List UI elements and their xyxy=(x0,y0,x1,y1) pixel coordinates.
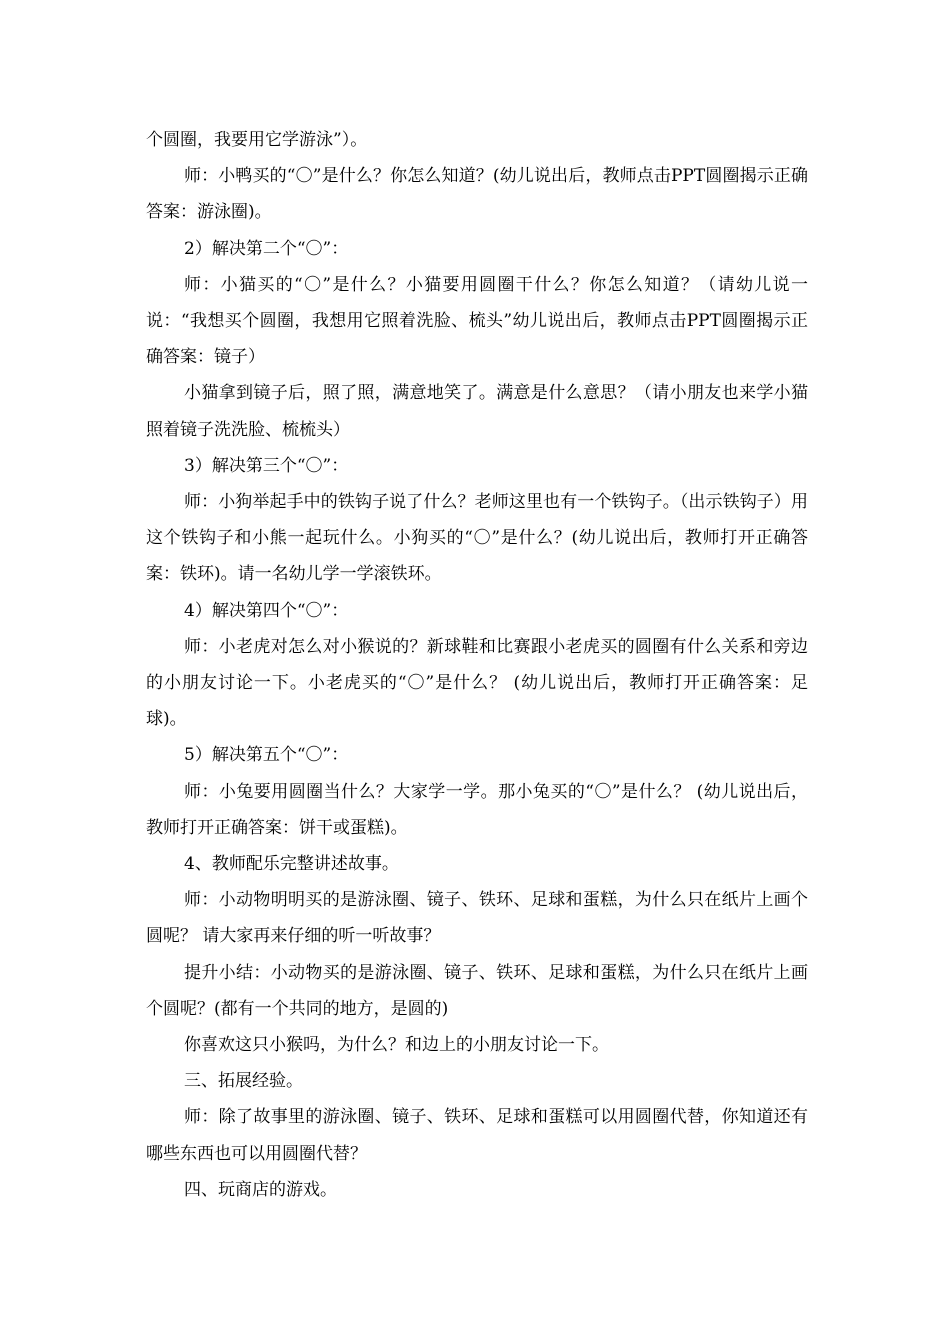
paragraph: 师：小动物明明买的是游泳圈、镜子、铁环、足球和蛋糕，为什么只在纸片上画个圆呢？ 请大家再来仔细的听一听故事？ xyxy=(146,890,808,947)
paragraph: 个圆圈，我要用它学游泳”）。 xyxy=(146,130,368,150)
paragraph: 你喜欢这只小猴吗，为什么？和边上的小朋友讨论一下。 xyxy=(184,1035,609,1056)
document-body xyxy=(146,122,808,1208)
paragraph: 4、教师配乐完整讲述故事。 xyxy=(184,854,399,875)
paragraph: 师：除了故事里的游泳圈、镜子、铁环、足球和蛋糕可以用圆圈代替，你知道还有哪些东西也可以用圆圈代替？ xyxy=(146,1107,808,1164)
paragraph: 师：小兔要用圆圈当什么？大家学一学。那小兔买的“〇”是什么？ (幼儿说出后，教师打开正确答案：饼干或蛋糕)。 xyxy=(146,781,808,838)
paragraph: 5）解决第五个“〇”： xyxy=(184,745,349,766)
paragraph: 师：小猫买的“〇”是什么？小猫要用圆圈干什么？你怎么知道？（请幼儿说一说：“我想买个圆圈，我想用它照着洗脸、梳头”幼儿说出后，教师点击PPT圆圈揭示正确答案：镜子） xyxy=(146,274,808,368)
paragraph: 师：小狗举起手中的铁钩子说了什么？老师这里也有一个铁钩子。（出示铁钩子）用这个铁钩子和小熊一起玩什么。小狗买的“〇”是什么？(幼儿说出后，教师打开正确答案：铁环)。请一名幼儿学一学滚铁环。 xyxy=(146,492,808,585)
paragraph: 2）解决第二个“〇”： xyxy=(184,238,349,259)
paragraph: 四、玩商店的游戏。 xyxy=(184,1179,337,1200)
paragraph: 师：小老虎对怎么对小猴说的？新球鞋和比赛跟小老虎买的圆圈有什么关系和旁边的小朋友讨论一下。小老虎买的“〇”是什么？ (幼儿说出后，教师打开正确答案：足球)。 xyxy=(146,636,808,730)
paragraph: 小猫拿到镜子后，照了照，满意地笑了。满意是什么意思？（请小朋友也来学小猫照着镜子洗洗脸、梳梳头） xyxy=(146,383,808,440)
paragraph: 师：小鸭买的“〇”是什么？你怎么知道？(幼儿说出后，教师点击PPT圆圈揭示正确答案：游泳圈)。 xyxy=(146,166,808,223)
paragraph: 4）解决第四个“〇”： xyxy=(184,600,349,621)
paragraph: 3）解决第三个“〇”： xyxy=(184,455,349,476)
paragraph: 三、拓展经验。 xyxy=(184,1071,303,1092)
paragraph: 提升小结：小动物买的是游泳圈、镜子、铁环、足球和蛋糕，为什么只在纸片上画个圆呢？(都有一个共同的地方，是圆的) xyxy=(146,962,808,1019)
